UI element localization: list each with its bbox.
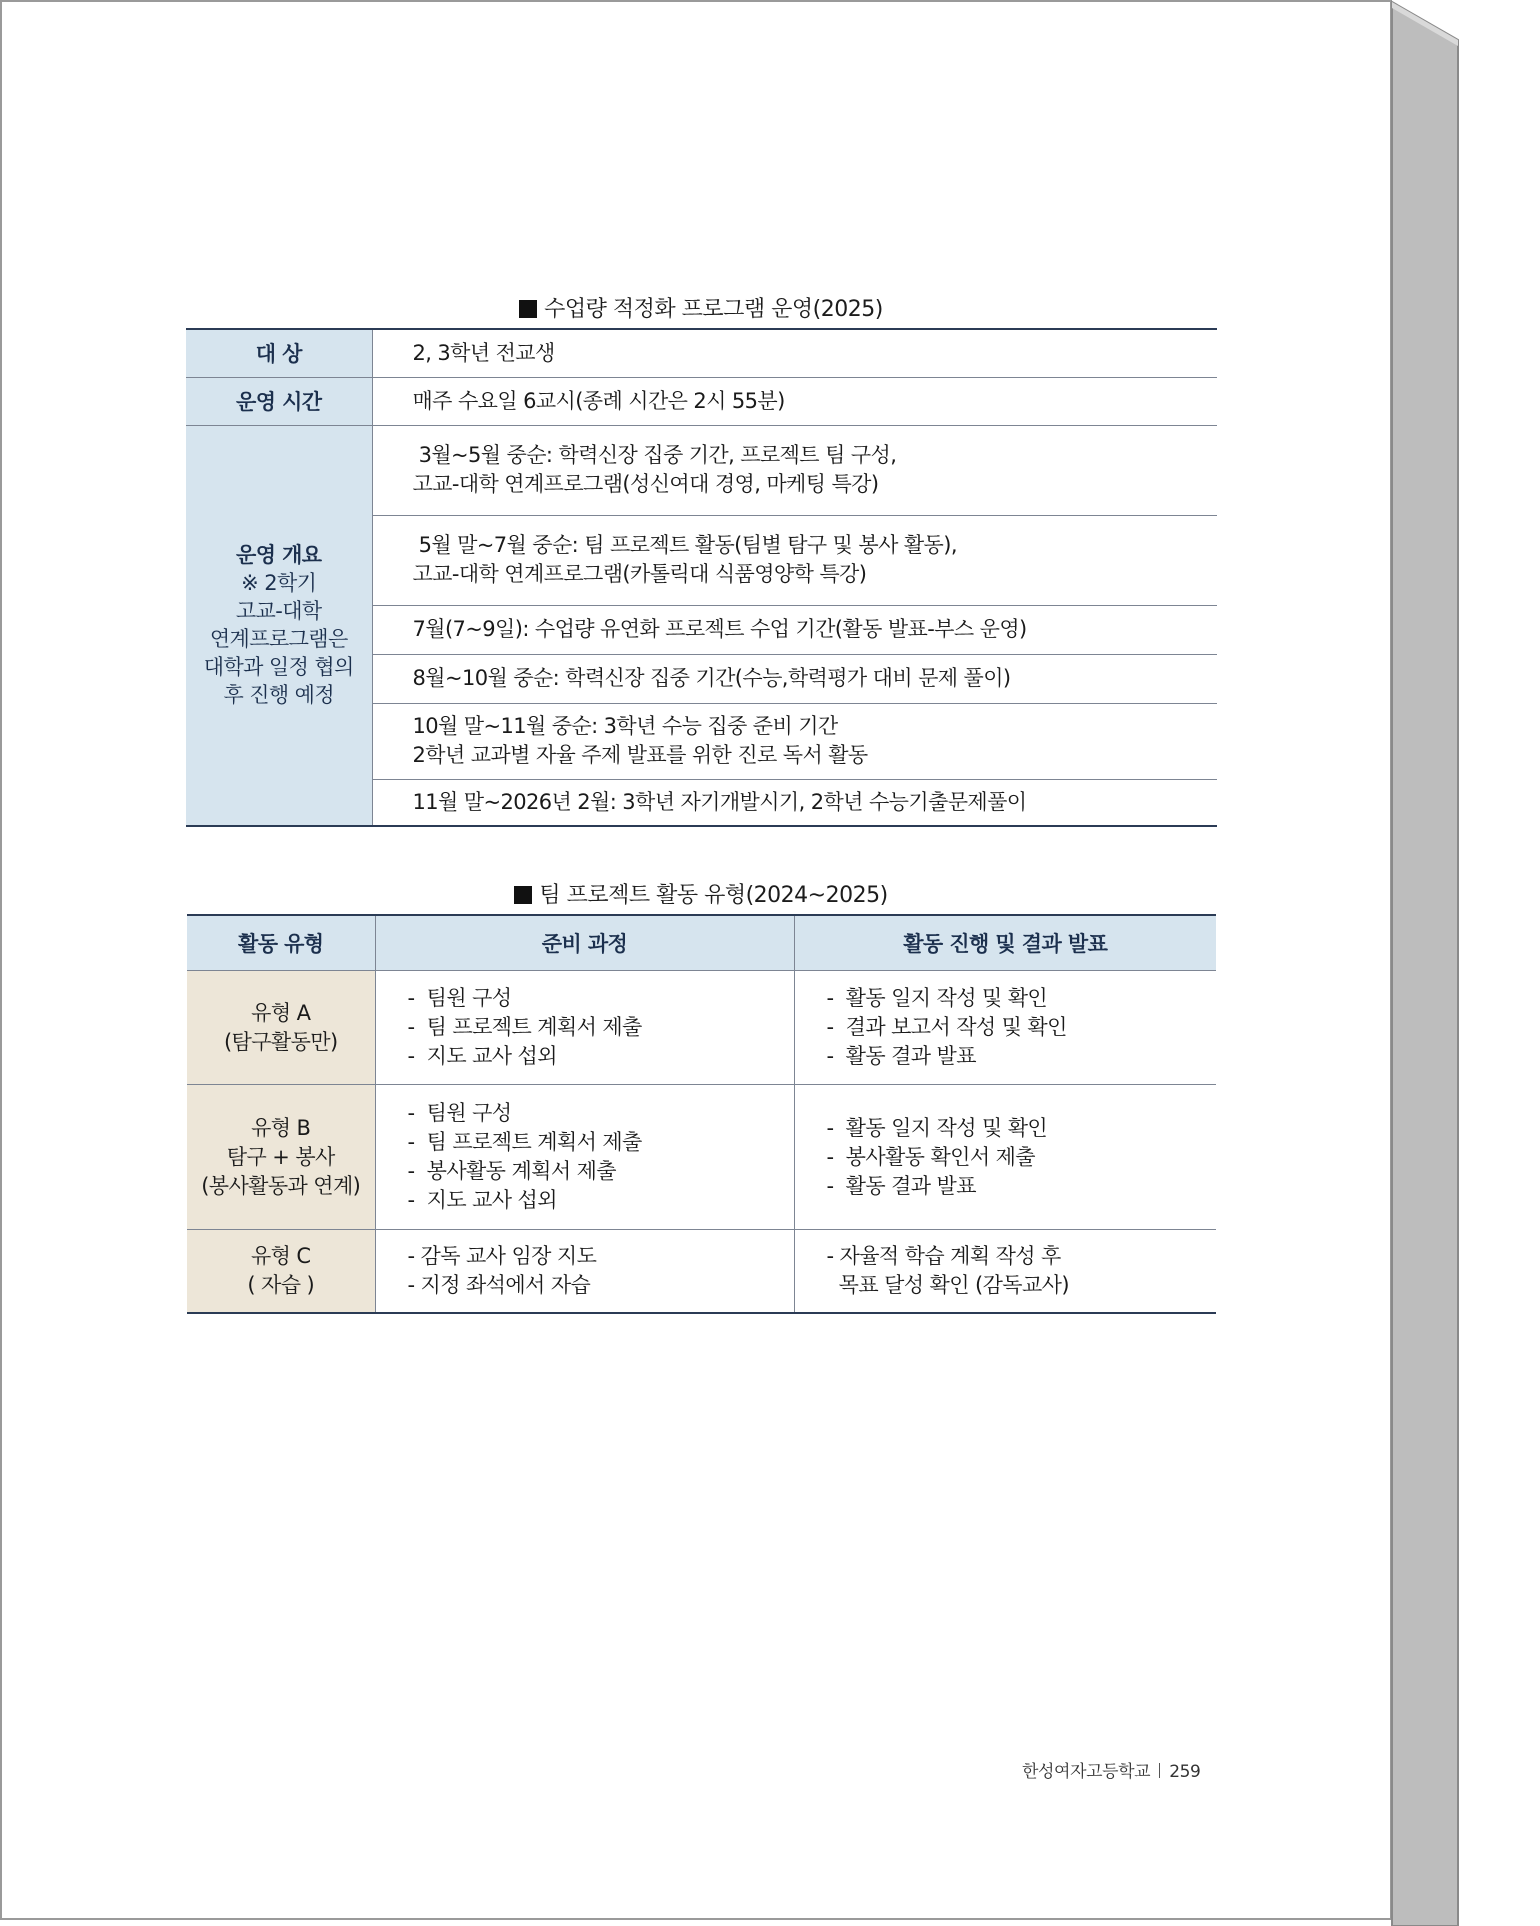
list-item: - 팀원 구성 <box>407 986 512 1010</box>
header-type: 활동 유형 <box>187 915 375 971</box>
time-row <box>186 377 1217 425</box>
header-prep: 준비 과정 <box>375 915 794 971</box>
list-item: - 팀 프로젝트 계획서 제출 <box>407 1130 642 1154</box>
schedule-line: 고교-대학 연계프로그램(카톨릭대 식품영양학 특강) <box>412 562 867 586</box>
table1-caption-text: 수업량 적정화 프로그램 운영(2025) <box>544 297 883 322</box>
schedule-line: 3월~5월 중순: 학력신장 집중 기간, 프로젝트 팀 구성, <box>412 443 897 467</box>
type-line: 유형 B <box>251 1115 311 1140</box>
target-value: 2, 3학년 전교생 <box>372 329 1217 377</box>
schedule-cell <box>372 515 1217 605</box>
overview-note-line: ※ 2학기 <box>241 571 317 596</box>
type-cell <box>187 1230 375 1313</box>
schedule-cell <box>372 779 1217 826</box>
schedule-cell <box>372 425 1217 515</box>
list-item: - 활동 일지 작성 및 확인 <box>826 1115 1048 1140</box>
overview-note-line: 고교-대학 <box>235 599 322 624</box>
type-line: ( 자습 ) <box>247 1272 315 1297</box>
type-line: (봉사활동과 연계) <box>201 1173 361 1198</box>
table-row <box>187 971 1216 1085</box>
footer-school-name: 한성여자고등학교 <box>1022 1762 1151 1782</box>
time-label: 운영 시간 <box>186 377 372 425</box>
schedule-row <box>186 425 1217 515</box>
type-line: 탐구 + 봉사 <box>226 1144 335 1169</box>
book-page-edge-icon <box>1390 0 1540 1926</box>
overview-label: 운영 개요 <box>236 543 322 568</box>
overview-label-cell <box>186 425 372 826</box>
schedule-line: 8월~10월 중순: 학력신장 집중 기간(수능,학력평가 대비 문제 풀이) <box>412 666 1011 690</box>
type-cell <box>187 1085 375 1230</box>
target-label: 대 상 <box>186 329 372 377</box>
list-item: - 감독 교사 임장 지도 <box>407 1243 597 1268</box>
time-value: 매주 수요일 6교시(종례 시간은 2시 55분) <box>372 377 1217 425</box>
list-item: - 지도 교사 섭외 <box>407 1044 557 1068</box>
result-cell <box>794 1230 1216 1313</box>
list-item: - 자율적 학습 계획 작성 후 <box>826 1243 1061 1268</box>
type-line: 유형 C <box>250 1243 311 1268</box>
schedule-cell <box>372 605 1217 654</box>
list-item: - 팀 프로젝트 계획서 제출 <box>407 1015 642 1039</box>
list-item: - 팀원 구성 <box>407 1101 512 1125</box>
square-bullet-icon <box>519 300 537 318</box>
list-item: - 결과 보고서 작성 및 확인 <box>826 1015 1067 1039</box>
schedule-line: 10월 말~11월 중순: 3학년 수능 집중 준비 기간 <box>412 714 838 738</box>
schedule-line: 11월 말~2026년 2월: 3학년 자기개발시기, 2학년 수능기출문제풀이 <box>412 789 1027 814</box>
list-item: - 활동 결과 발표 <box>826 1044 976 1068</box>
type-line: 유형 A <box>251 1000 311 1025</box>
program-table <box>186 328 1217 827</box>
page-number: 259 <box>1169 1762 1201 1782</box>
schedule-cell <box>372 654 1217 703</box>
page-footer <box>1022 1757 1200 1782</box>
footer-divider <box>1159 1763 1160 1778</box>
header-result: 활동 진행 및 결과 발표 <box>794 915 1216 971</box>
type-cell <box>187 971 375 1085</box>
result-cell <box>794 971 1216 1085</box>
prep-cell <box>375 1085 794 1230</box>
target-row <box>186 329 1217 377</box>
schedule-cell <box>372 703 1217 779</box>
list-item: - 지도 교사 섭외 <box>407 1188 557 1212</box>
table-row <box>187 1230 1216 1313</box>
table1-caption <box>186 292 1216 323</box>
list-item: - 지정 좌석에서 자습 <box>407 1272 591 1297</box>
list-item: - 봉사활동 확인서 제출 <box>826 1144 1035 1169</box>
prep-cell <box>375 1230 794 1313</box>
list-item: - 봉사활동 계획서 제출 <box>407 1159 616 1183</box>
result-cell <box>794 1085 1216 1230</box>
type-line: (탐구활동만) <box>223 1029 338 1054</box>
header-row <box>187 915 1216 971</box>
schedule-line: 7월(7~9일): 수업량 유연화 프로젝트 수업 기간(활동 발표-부스 운영) <box>412 617 1027 641</box>
activity-type-table <box>187 914 1216 1314</box>
overview-note-line: 후 진행 예정 <box>223 683 335 708</box>
square-bullet-icon <box>514 886 532 904</box>
table-row <box>187 1085 1216 1230</box>
list-item: - 활동 결과 발표 <box>826 1173 976 1198</box>
overview-note-line: 연계프로그램은 <box>209 627 348 652</box>
list-item: 목표 달성 확인 (감독교사) <box>826 1272 1069 1297</box>
table2-caption-text: 팀 프로젝트 활동 유형(2024~2025) <box>539 883 888 908</box>
list-item: - 활동 일지 작성 및 확인 <box>826 986 1048 1010</box>
overview-note-line: 대학과 일정 협의 <box>203 655 354 680</box>
prep-cell <box>375 971 794 1085</box>
table2-caption <box>186 878 1216 909</box>
schedule-line: 2학년 교과별 자율 주제 발표를 위한 진로 독서 활동 <box>412 743 868 767</box>
schedule-line: 고교-대학 연계프로그램(성신여대 경영, 마케팅 특강) <box>412 472 879 496</box>
schedule-line: 5월 말~7월 중순: 팀 프로젝트 활동(팀별 탐구 및 봉사 활동), <box>412 533 957 557</box>
